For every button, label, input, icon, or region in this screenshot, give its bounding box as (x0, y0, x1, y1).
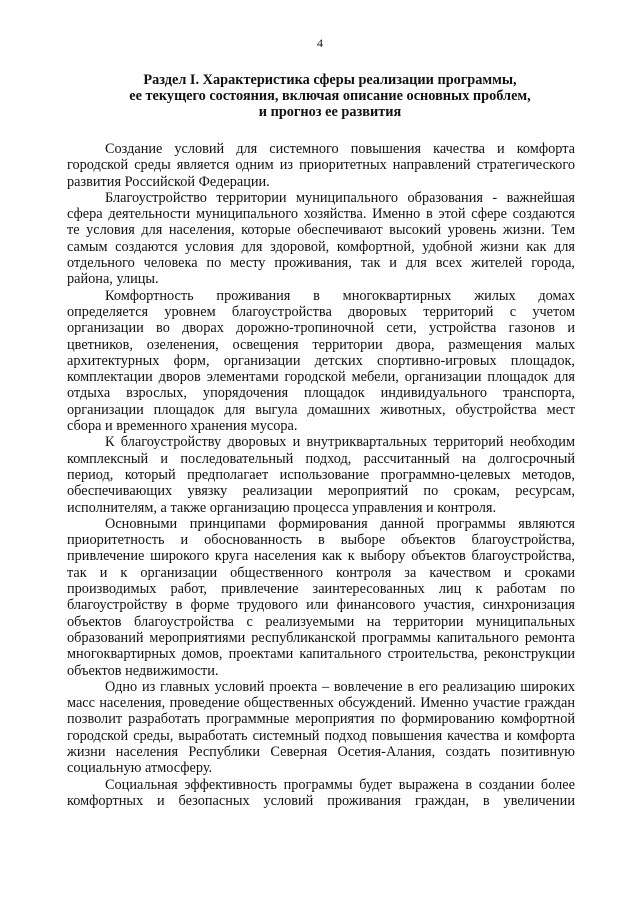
text-line: развития Российской Федерации. (67, 173, 270, 190)
text-line: производимых работ, привлечение заинтересованных лиц к работам по (67, 581, 575, 598)
text-line: сфера деятельности муниципального хозяйства. Именно в этой сфере создаются (67, 206, 575, 223)
text-line: комплектации дворов элементами городской мебели, организации площадок для (67, 369, 575, 386)
text-line: многоквартирных домов, проектами капитального строительства, реконструкции (67, 646, 575, 663)
text-line: так и к организации общественного контроля за качеством и сроками (67, 564, 575, 581)
text-line: период, который предполагает использование программно-целевых методов, (67, 466, 575, 483)
text-line: Создание условий для системного повышения качества и комфорта (105, 141, 575, 157)
text-line: определяется уровнем благоустройства дворовых территорий с учетом (67, 303, 575, 320)
text-line: Социальная эффективность программы будет выражена в создании более (105, 776, 575, 793)
text-line: городской среды, выработать системный подход повышения качества и комфорта (67, 727, 575, 744)
text-line: образований мероприятиями республиканской программы капитального ремонта (67, 629, 575, 646)
text-line: цветников, озеленения, освещения территории двора, размещения малых (67, 336, 575, 353)
paragraph (67, 516, 575, 679)
paragraph (67, 777, 575, 810)
text-line: архитектурных форм, организации детских спортивно-игровых площадок, (67, 352, 575, 369)
text-line: благоустройству в форме трудового или финансового участия, синхронизация (67, 597, 575, 614)
heading-line: Раздел I. Характеристика сферы реализации программы, (143, 72, 517, 88)
text-line: те условия для населения, которые обеспечивают высокий уровень жизни. Тем (67, 222, 575, 239)
text-line: Основными принципами формирования данной программы являются (105, 515, 575, 532)
text-line: самым создаются условия для здоровой, комфортной, удобной жизни как для (67, 238, 575, 255)
paragraph (67, 434, 575, 515)
section-heading (80, 72, 580, 120)
text-line: К благоустройству дворовых и внутриквартальных территорий необходим (105, 434, 575, 451)
paragraph (67, 190, 575, 288)
text-line: позволит разработать программные мероприятия по формированию комфортной (67, 711, 575, 728)
text-line: комплексный и последовательный подход, рассчитанный на долгосрочный (67, 450, 575, 467)
heading-line: ее текущего состояния, включая описание основных проблем, (129, 88, 531, 104)
paragraph (67, 288, 575, 435)
text-line: привлечение широкого круга населения как к выбору объектов благоустройства, (67, 548, 575, 565)
page-number: 4 (317, 36, 323, 50)
paragraph (67, 141, 575, 190)
text-line: комфортных и безопасных условий проживания граждан, в увеличении (67, 792, 575, 809)
text-line: отдыха взрослых, упорядочения площадок индивидуального транспорта, (67, 385, 575, 402)
text-line: жизни населения Республики Северная Осетия-Алания, создать позитивную (67, 743, 575, 760)
text-line: исполнителям, а также организацию процесса управления и контроля. (67, 499, 497, 516)
text-line: сбора и временного хранения мусора. (67, 418, 298, 435)
text-line: организации во дворах дорожно-тропиночной сети, устройства газонов и (67, 320, 575, 337)
text-line: городской среды является одним из приоритетных направлений стратегического (67, 157, 575, 174)
text-line: социальную атмосферу. (67, 760, 213, 777)
body-text (67, 141, 575, 809)
text-line: района, улицы. (67, 271, 159, 288)
text-line: масс населения, проведение общественных обсуждений. Именно участие граждан (67, 695, 575, 712)
text-line: объектов недвижимости. (67, 662, 219, 679)
text-line: объектов благоустройства с реализуемыми на территории муниципальных (67, 613, 575, 630)
text-line: организации площадок для выгула домашних животных, обустройства мест (67, 401, 575, 418)
text-line: отдельного человека по месту проживания, так и для всех жителей города, (67, 255, 575, 272)
paragraph (67, 679, 575, 777)
text-line: Комфортность проживания в многоквартирных жилых домах (105, 287, 575, 304)
text-line: Благоустройство территории муниципального образования - важнейшая (105, 189, 575, 206)
heading-line: и прогноз ее развития (258, 104, 402, 120)
text-line: Одно из главных условий проекта – вовлечение в его реализацию широких (105, 678, 575, 695)
text-line: обеспечивающих увязку реализации мероприятий по срокам, ресурсам, (67, 483, 575, 500)
text-line: приоритетность и обоснованность в выборе объектов благоустройства, (67, 532, 575, 549)
